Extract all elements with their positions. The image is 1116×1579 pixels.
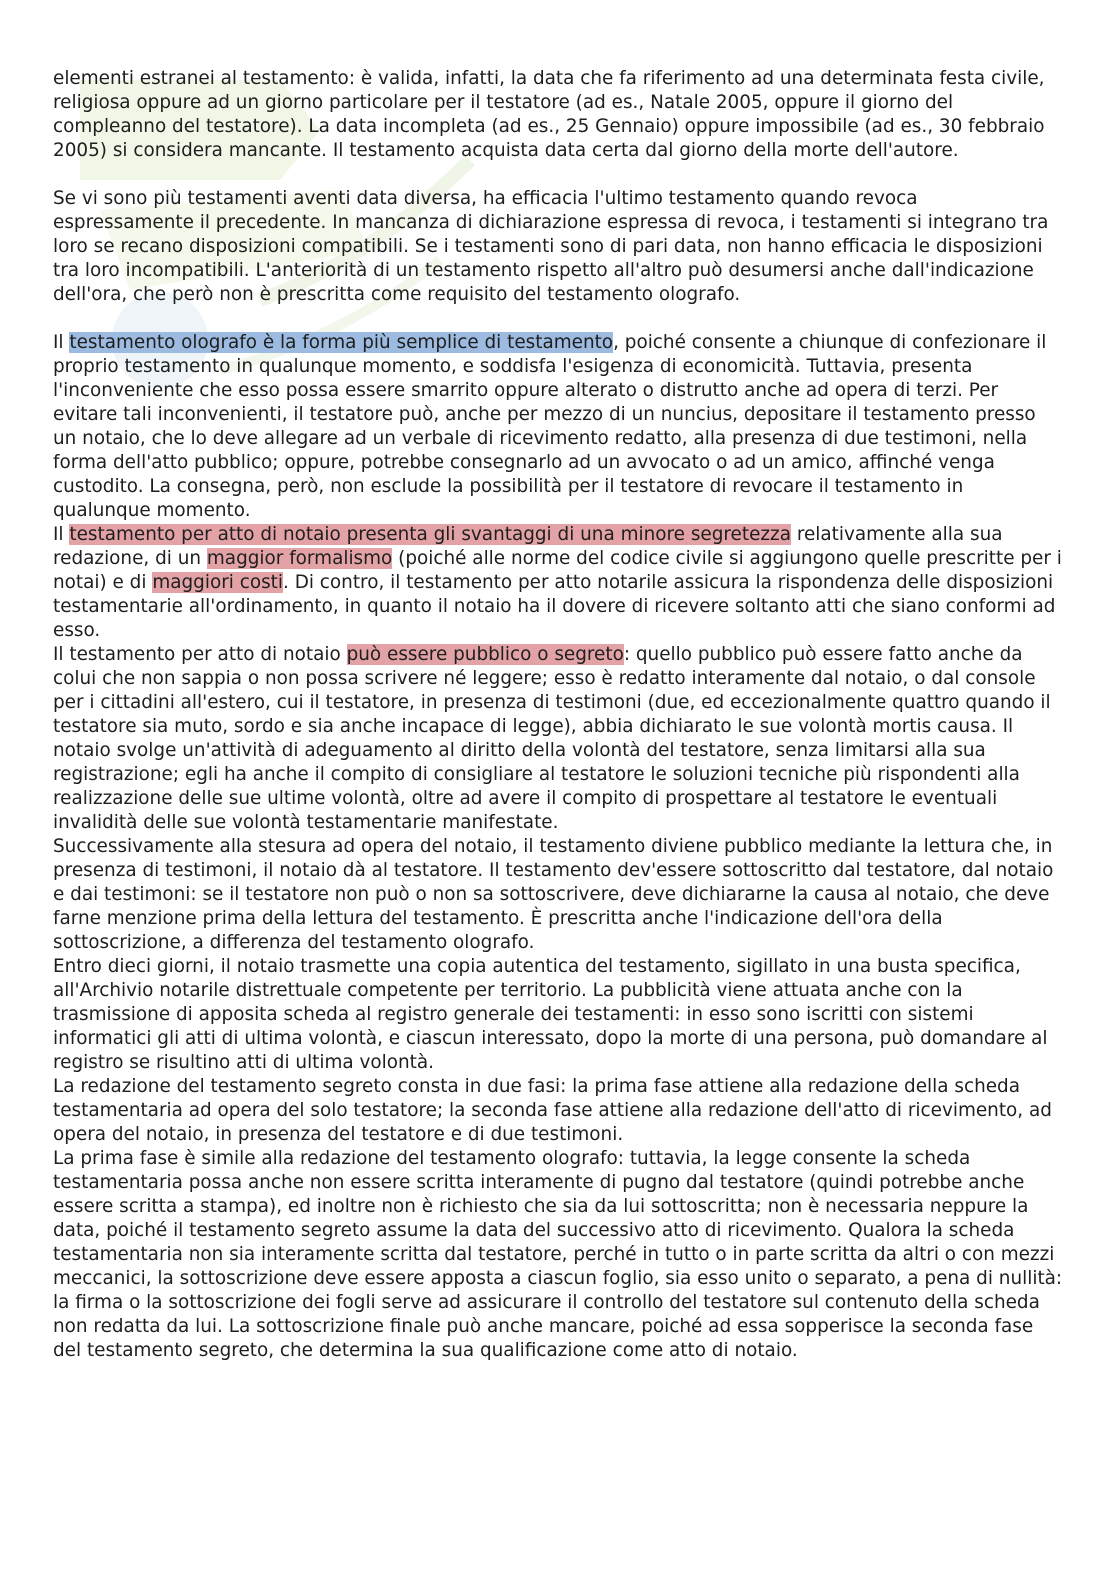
document-body <box>53 67 1063 1363</box>
paragraph-public-secret <box>53 643 1063 835</box>
text-run: Il <box>53 332 70 353</box>
paragraph-first-phase: La prima fase è simile alla redazione del testamento olografo: tuttavia, la legge consente la scheda testamentaria possa anche non essere scritta interamente di pugno dal testatore (quindi potrebbe anche essere scritta a stampa), ed inoltre non è richiesto che sia da lui sottoscritta; non è necessaria neppure la data, poiché il testamento segreto assume la data del successivo atto di ricevimento. Qualora la scheda testamentaria non sia interamente scritta dal testatore, perché in tutto o in parte scritta da altri o con mezzi meccanici, la sottoscrizione deve essere apposta a ciascun foglio, sia esso unito o separato, a pena di nullità: la firma o la sottoscrizione dei fogli serve ad assicurare il controllo del testatore sul contenuto della scheda non redatta da lui. La sottoscrizione finale può anche mancare, poiché ad essa sopperisce la seconda fase del testamento segreto, che determina la sua qualificazione come atto di notaio. <box>53 1148 1063 1361</box>
paragraph-date: elementi estranei al testamento: è valida, infatti, la data che fa riferimento ad una determinata festa civile, religiosa oppure ad un giorno particolare per il testatore (ad es., Natale 2005, oppure il giorno del compleanno del testatore). La data incompleta (ad es., 25 Gennaio) oppure impossibile (ad es., 30 febbraio 2005) si considera mancante. Il testamento acquista data certa dal giorno della morte dell'autore. <box>53 68 1045 161</box>
text-run: : quello pubblico può essere fatto anche da colui che non sappia o non possa scrivere né leggere; esso è redatto interamente dal notaio, o dal console per i cittadini all'estero, cui il testatore, in presenza di testimoni (due, ed eccezionalmente quattro quando il testatore sia muto, sordo e sia anche incapace di legge), abbia dichiarato le sue volontà mortis causa. Il notaio svolge un'attività di adeguamento al diritto della volontà del testatore, senza limitarsi alla sua registrazione; egli ha anche il compito di consigliare al testatore le soluzioni tecniche più rispondenti alla realizzazione delle sue ultime volontà, oltre ad avere il compito di prospettare al testatore le eventuali invalidità delle sue volontà testamentarie manifestate. <box>53 644 1051 833</box>
paragraph-multiple-testaments: Se vi sono più testamenti aventi data diversa, ha efficacia l'ultimo testamento quando revoca espressamente il precedente. In mancanza di dichiarazione espressa di revoca, i testamenti si integrano tra loro se recano disposizioni compatibili. Se i testamenti sono di pari data, non hanno efficacia le disposizioni tra loro incompatibili. L'anteriorità di un testamento rispetto all'altro può desumersi anche dall'indicazione dell'ora, che però non è prescritta come requisito del testamento olografo. <box>53 188 1049 305</box>
paragraph-archive: Entro dieci giorni, il notaio trasmette una copia autentica del testamento, sigillato in una busta specifica, all'Archivio notarile distrettuale competente per territorio. La pubblicità viene attuata anche con la trasmissione di apposita scheda al registro generale dei testamenti: in esso sono iscritti con sistemi informatici gli atti di ultima volontà, e ciascun interessato, dopo la morte di una persona, può domandare al registro se risultino atti di ultima volontà. <box>53 956 1048 1073</box>
highlight-red: maggiori costi <box>152 572 283 593</box>
text-run: . Di contro, il testamento per atto notarile assicura la rispondenza delle disposizioni testamentarie all'ordinamento, in quanto il notaio ha il dovere di ricevere soltanto atti che siano conformi ad esso. <box>53 572 1056 641</box>
highlight-blue: testamento olografo è la forma più semplice di testamento <box>69 332 614 353</box>
text-run: (poiché alle norme del codice civile si aggiungono quelle prescritte per i notai) e di <box>53 548 1062 593</box>
highlight-red: maggior formalismo <box>206 548 393 569</box>
paragraph-reading: Successivamente alla stesura ad opera del notaio, il testamento diviene pubblico mediante la lettura che, in presenza di testimoni, il notaio dà al testatore. Il testamento dev'essere sottoscritto dal testatore, dal notaio e dai testimoni: se il testatore non può o non sa sottoscrivere, deve dichiararne la causa al notaio, che deve farne menzione prima della lettura del testamento. È prescritta anche l'indicazione dell'ora della sottoscrizione, a differenza del testamento olografo. <box>53 836 1054 953</box>
text-run: , poiché consente a chiunque di confezionare il proprio testamento in qualunque momento, e soddisfa l'esigenza di economicità. Tuttavia, presenta l'inconveniente che esso possa essere smarrito oppure alterato o distrutto anche ad opera di terzi. Per evitare tali inconvenienti, il testatore può, anche per mezzo di un nuncius, depositare il testamento presso un notaio, che lo deve allegare ad un verbale di ricevimento redatto, alla presenza di due testimoni, nella forma dell'atto pubblico; oppure, potrebbe consegnarlo ad un avvocato o ad un amico, affinché venga custodito. La consegna, però, non esclude la possibilità per il testatore di revocare il testamento in qualunque momento. <box>53 332 1047 521</box>
highlight-red: testamento per atto di notaio presenta gli svantaggi di una minore segretezza <box>69 524 791 545</box>
text-run: relativamente alla sua redazione, di un <box>53 524 1003 569</box>
paragraph-secret-phases: La redazione del testamento segreto consta in due fasi: la prima fase attiene alla redazione della scheda testamentaria ad opera del solo testatore; la seconda fase attiene alla redazione dell'atto di ricevimento, ad opera del notaio, in presenza del testatore e di due testimoni. <box>53 1076 1052 1145</box>
paragraph-notarial <box>53 523 1063 643</box>
highlight-red: può essere pubblico o segreto <box>346 644 624 665</box>
text-run: Il <box>53 524 70 545</box>
paragraph-olographic <box>53 331 1063 523</box>
paragraph-gap <box>53 307 1063 331</box>
text-run: Il testamento per atto di notaio <box>53 644 347 665</box>
paragraph-gap <box>53 163 1063 187</box>
